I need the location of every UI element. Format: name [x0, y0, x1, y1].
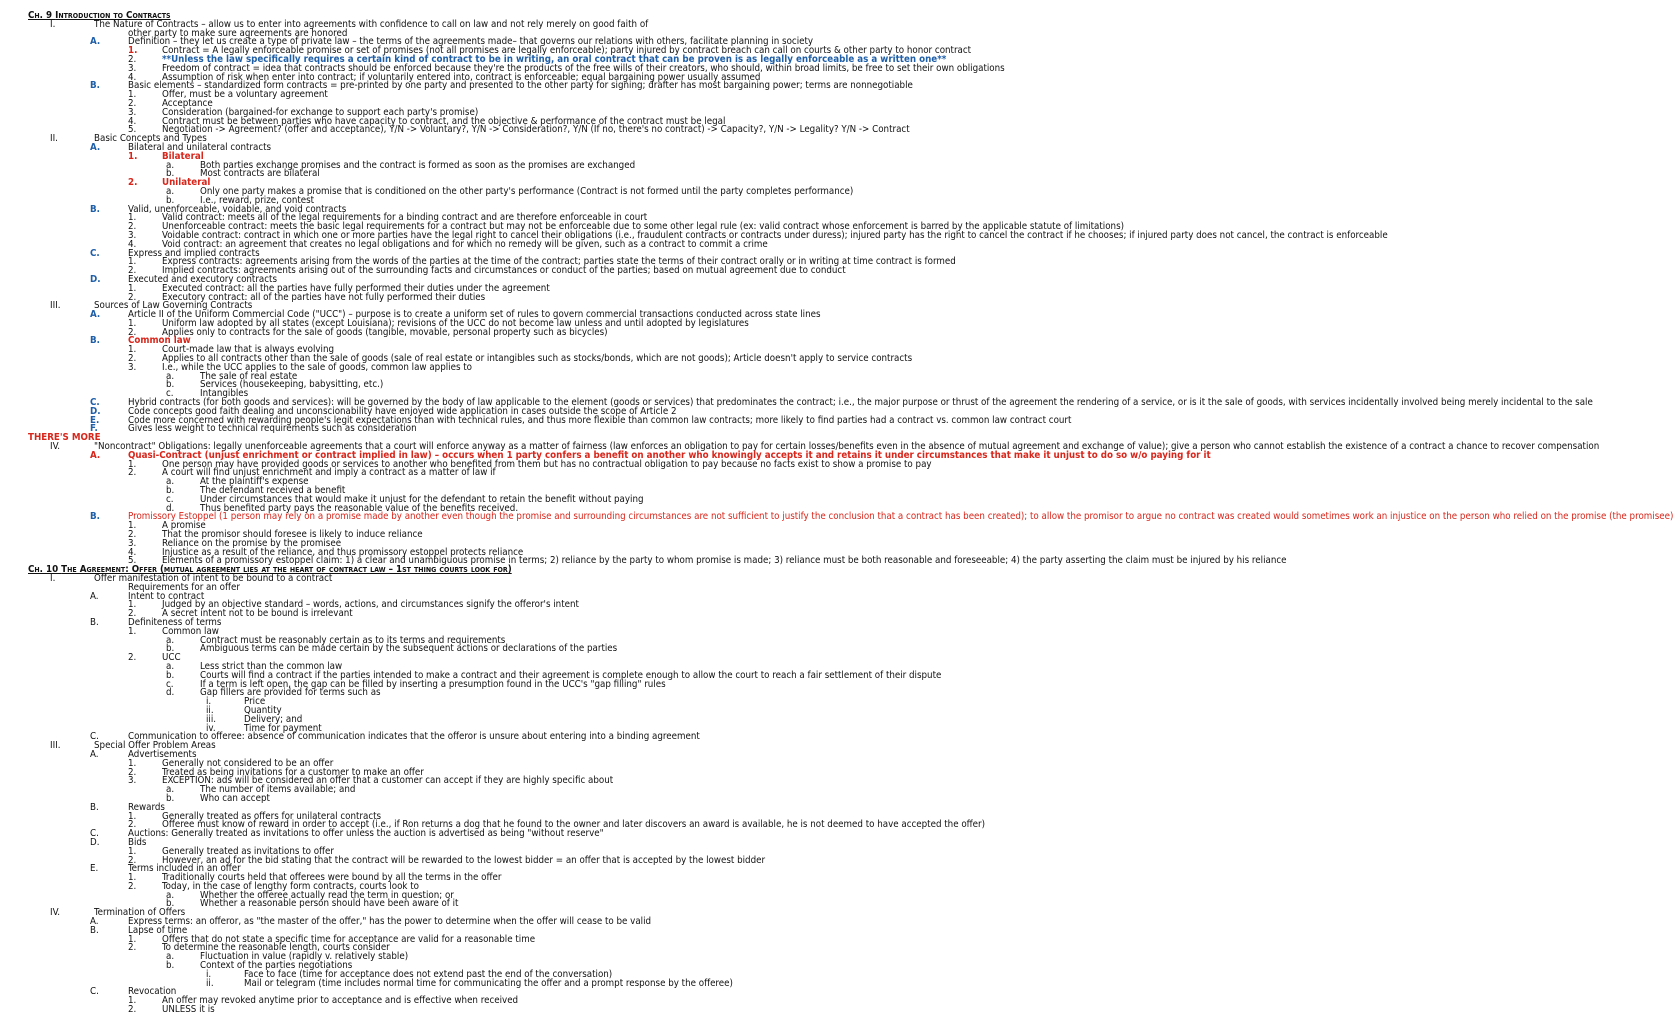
outline-text: Offer, must be a voluntary agreement — [162, 89, 328, 101]
outline-text: UNLESS it is — [162, 1004, 215, 1016]
outline-label: a. — [166, 159, 175, 171]
outline-text: Whether the offeree actually read the term in question; or — [200, 889, 454, 901]
outline-line — [28, 645, 750, 654]
outline-label: 2. — [128, 1004, 137, 1016]
outline-line — [28, 704, 750, 716]
outline-label: 5. — [128, 555, 137, 567]
outline-line — [28, 337, 750, 346]
outline-label: i. — [206, 968, 212, 980]
outline-text: Common law — [162, 625, 219, 637]
outline-text: Judged by an objective standard – words, actions, and circumstances signify the offeror's intent — [162, 599, 579, 611]
outline-label: 3. — [128, 361, 137, 373]
outline-line — [28, 801, 750, 813]
outline-label: 1. — [128, 317, 137, 329]
outline-line — [28, 836, 750, 848]
outline-text: A promise — [162, 520, 206, 532]
outline-label: 2. — [128, 291, 137, 303]
outline-text: Definition – they let us create a type of private law – the terms of the agreements made– that governs our relations with others, facilitate planning in society — [128, 36, 814, 48]
outline-text: Whether a reasonable person should have been aware of it — [200, 898, 459, 910]
outline-line — [28, 91, 750, 100]
outline-text: EXCEPTION: ads will be considered an offer that a customer can accept if they are highly specific about — [162, 775, 614, 787]
outline-text: At the plaintiff's expense — [200, 476, 309, 488]
outline-label: B. — [90, 203, 100, 215]
outline-text: Valid, unenforceable, voidable, and void contracts — [128, 203, 347, 215]
outline-label: I. — [50, 573, 56, 584]
outline-text: Bilateral and unilateral contracts — [128, 141, 272, 153]
outline-text: Code concepts good faith dealing and unconscionability have enjoyed wide application in cases outside the scope of Article 2 — [128, 405, 677, 417]
outline-label: 3. — [128, 62, 137, 74]
outline-text: That the promisor should foresee is likely to induce reliance — [162, 529, 423, 541]
outline-text: Mail or telegram (time includes normal time for communicating the offer and a prompt response by the offeree) — [244, 977, 733, 989]
outline-label: 2. — [128, 353, 137, 365]
outline-text: Gap fillers are provided for terms such as — [200, 687, 381, 699]
outline-text: Negotiation -> Agreement? (offer and acceptance), Y/N -> Voluntary?, Y/N -> Consideration?, Y/N (If no, there's no contract) -> Capacity?, Y/N -> Legality? Y/N -> Contract — [162, 124, 910, 136]
outline-label: 2. — [128, 265, 137, 277]
outline-line — [28, 713, 750, 725]
outline-text: Elements of a promissory estoppel claim: 1) a clear and unambiguous promise in terms; 2) reliance by the party to whom promise is made; 3) reliance must be both reasonable and foreseeable; 4) the party asserting the claim must be injured by his reliance — [162, 555, 1287, 567]
outline-label: a. — [166, 889, 175, 901]
outline-label: a. — [166, 634, 175, 646]
outline-text: Court-made law that is always evolving — [162, 344, 335, 356]
outline-label: 3. — [128, 229, 137, 241]
outline-text: The Nature of Contracts – allow us to enter into agreements with confidence to call on law and not rely merely on good faith of — [94, 18, 649, 30]
outline-label: b. — [166, 379, 175, 391]
outline-text: Time for payment — [244, 722, 322, 734]
outline-label: b. — [166, 168, 175, 180]
outline-label: B. — [90, 801, 99, 813]
outline-label: b. — [166, 792, 175, 804]
outline-label: a. — [166, 951, 175, 963]
outline-line — [28, 381, 750, 390]
outline-label: 4. — [128, 546, 137, 558]
outline-text: Applies to all contracts other than the sale of goods (sale of real estate or intangibles such as stocks/bonds, which are not goods); Article doesn't apply to service contracts — [162, 353, 913, 365]
outline-label: 1. — [128, 282, 137, 294]
outline-label: b. — [166, 194, 175, 206]
outline-text: UCC — [162, 652, 181, 664]
outline-line — [28, 953, 750, 962]
outline-text: Applies only to contracts for the sale of goods (tangible, movable, personal property such as bicycles) — [162, 326, 608, 338]
outline-text: Delivery; and — [244, 713, 303, 725]
outline-text: Implied contracts: agreements arising out of the surrounding facts and circumstances or conduct of the parties; based on mutual agreement due to conduct — [162, 265, 846, 277]
outline-label: 1. — [128, 256, 137, 268]
outline-text: Only one party makes a promise that is conditioned on the other party's performance (Contract is not formed until the party completes performance) — [200, 185, 854, 197]
outline-text: Injustice as a result of the reliance, and thus promissory estoppel protects reliance — [162, 546, 524, 558]
outline-text: Intent to contract — [128, 590, 205, 602]
outline-label: iv. — [206, 722, 216, 734]
outline-text: Who can accept — [200, 792, 270, 804]
outline-text: Freedom of contract = idea that contracts should be enforced because they're the products of the free wills of their creators, who should, within broad limits, be free to set their own obligations — [162, 62, 1005, 74]
outline-text: Termination of Offers — [94, 907, 186, 919]
outline-label: 4. — [128, 238, 137, 250]
outline-label: c. — [166, 678, 174, 690]
outline-label: 2. — [128, 221, 137, 233]
outline-text: Under circumstances that would make it unjust for the defendant to retain the benefit without paying — [200, 493, 644, 505]
outline-label: 2. — [128, 467, 137, 479]
outline-text: Terms included in an offer — [128, 863, 241, 875]
outline-line — [28, 654, 750, 663]
outline-text: Rewards — [128, 801, 165, 813]
outline-text: The number of items available; and — [200, 784, 356, 796]
outline-text: Thus benefited party pays the reasonable value of the benefits received. — [200, 502, 519, 514]
outline-label: 1. — [128, 212, 137, 224]
outline-text: Context of the parties negotiations — [200, 960, 353, 972]
outline-label: A. — [90, 590, 99, 602]
outline-line — [28, 159, 750, 171]
outline-text: Generally not considered to be an offer — [162, 757, 334, 769]
outline-label: IV. — [50, 441, 61, 453]
outline-text: The Agreement: Offer (mutual agreement lies at the heart of contract law – 1st thing courts look for) — [61, 564, 512, 576]
outline-label: A. — [90, 449, 101, 461]
outline-line — [28, 185, 854, 197]
outline-text: Definiteness of terms — [128, 616, 222, 628]
outline-text: A court will find unjust enrichment and imply a contract as a matter of law if — [162, 467, 496, 479]
outline-text: Unilateral — [162, 177, 211, 189]
outline-label: a. — [166, 370, 175, 382]
outline-label: 2. — [128, 529, 137, 541]
outline-text: Special Offer Problem Areas — [94, 740, 216, 752]
outline-label: D. — [90, 273, 101, 285]
outline-label: C. — [90, 986, 99, 998]
outline-label: 4. — [128, 71, 137, 83]
outline-document — [28, 10, 1673, 1016]
outline-label: b. — [166, 643, 175, 655]
outline-line — [28, 997, 750, 1006]
outline-label: 2. — [128, 854, 137, 866]
outline-label: 2. — [128, 942, 137, 954]
outline-text: Reliance on the promise by the promisee — [162, 537, 342, 549]
outline-text: Quasi-Contract (unjust enrichment or contract implied in law) – occurs when 1 party confers a benefit on another who knowingly accepts it and retains it under circumstances that make it unjust to do so w/o paying for it — [128, 449, 1211, 461]
outline-line — [28, 425, 750, 434]
outline-text: Contract must be between parties who have capacity to contract, and the objective & performance of the contract must be legal — [162, 115, 726, 127]
outline-text: Quantity — [244, 704, 282, 716]
outline-text: Offer manifestation of intent to be bound to a contract — [94, 573, 333, 584]
outline-label: 3. — [128, 775, 137, 787]
outline-label: 2. — [128, 766, 137, 778]
outline-label: 3. — [128, 537, 137, 549]
chapter-number: Ch. 10 — [28, 564, 62, 576]
outline-text: If a term is left open, the gap can be filled by inserting a presumption found in the UCC's "gap filling" rules — [200, 678, 666, 690]
outline-text: Uniform law adopted by all states (except Louisiana); revisions of the UCC do not become law unless and until adopted by legislatures — [162, 317, 749, 329]
outline-line — [28, 80, 913, 92]
outline-label: 1. — [128, 344, 137, 356]
outline-label: 1. — [128, 810, 137, 822]
outline-text: other party to make sure agreements are honored — [128, 27, 348, 39]
outline-label: A. — [90, 748, 99, 760]
outline-text: However, an ad for the bid stating that the contract will be rewarded to the lowest bidder = an offer that is accepted by the lowest bidder — [162, 854, 766, 866]
outline-text: Treated as being invitations for a customer to make an offer — [162, 766, 424, 778]
outline-label: iii. — [206, 713, 217, 725]
outline-label: 2. — [128, 652, 137, 664]
outline-text: The defendant received a benefit — [200, 485, 346, 497]
outline-line — [28, 361, 750, 373]
outline-text: Requirements for an offer — [128, 581, 240, 593]
outline-label: 1. — [128, 599, 137, 611]
outline-text: Executory contract: all of the parties have not fully performed their duties — [162, 291, 486, 303]
outline-label: B. — [90, 511, 100, 523]
outline-label: 1. — [128, 89, 137, 101]
outline-text: Contract = A legally enforceable promise or set of promises (not all promises are legally enforceable); party injured by contract breach can call on courts & other party to honor contract — [162, 45, 972, 57]
outline-text: Lapse of time — [128, 924, 188, 936]
outline-label: c. — [166, 388, 174, 400]
outline-text: Executed contract: all the parties have fully performed their duties under the agreement — [162, 282, 550, 294]
outline-label: III. — [50, 740, 61, 752]
outline-text: Fluctuation in value (rapidly v. relatively stable) — [200, 951, 409, 963]
outline-text: Revocation — [128, 986, 177, 998]
outline-label: 2. — [128, 97, 137, 109]
outline-text: Consideration (bargained-for exchange to support each party's promise) — [162, 106, 479, 118]
outline-text: **Unless the law specifically requires a certain kind of contract to be in writing, an oral contract that can be proven is as legally enforceable as a written one** — [162, 53, 947, 65]
outline-label: 1. — [128, 150, 138, 162]
outline-label: 5. — [128, 124, 137, 136]
outline-text: Express and implied contracts — [128, 247, 260, 259]
outline-text: Generally treated as invitations to offer — [162, 845, 334, 857]
outline-line — [28, 777, 750, 786]
outline-text: Article II of the Uniform Commercial Code ("UCC") – purpose is to create a uniform set of rules to govern commercial transactions conducted across state lines — [128, 309, 821, 321]
outline-text: Unenforceable contract: meets the basic legal requirements for a contract but may not be enforceable due to some other legal rule (ex: valid contract whose enforcement is barred by the applicable statute of limitations) — [162, 221, 1125, 233]
outline-text: Generally treated as offers for unilateral contracts — [162, 810, 382, 822]
outline-text: Traditionally courts held that offerees were bound by all the terms in the offer — [162, 872, 502, 884]
outline-label: D. — [90, 836, 100, 848]
outline-text: Price — [244, 696, 266, 708]
outline-line — [28, 678, 750, 690]
outline-text: Offeree must know of reward in order to accept (i.e., if Ron returns a dog that he found to the owner and later discovers an award is available, he is not deemed to have accepted the offer) — [162, 819, 986, 831]
outline-label: E. — [90, 414, 100, 426]
outline-text: To determine the reasonable length, courts consider — [162, 942, 390, 954]
outline-text: Auctions: Generally treated as invitations to offer unless the auction is advertised as being "without reserve" — [128, 828, 604, 840]
outline-text: One person may have provided goods or services to another who benefited from them but has no contractual obligation to pay because no facts exist to show a promise to pay — [162, 458, 932, 470]
outline-text: Void contract: an agreement that creates no legal obligations and for which no remedy will be given, such as a contract to commit a crime — [162, 238, 768, 250]
outline-label: E. — [90, 863, 99, 875]
outline-text: I.e., reward, prize, contest — [200, 194, 315, 206]
outline-line — [28, 469, 750, 478]
outline-text: Gives less weight to technical requirements such as consideration — [128, 423, 417, 435]
outline-label: 4. — [128, 115, 137, 127]
outline-label: B. — [90, 616, 99, 628]
outline-label: C. — [90, 397, 100, 409]
outline-text: Face to face (time for acceptance does not extend past the end of the conversation) — [244, 968, 613, 980]
outline-label: A. — [90, 309, 101, 321]
outline-label: 1. — [128, 845, 137, 857]
outline-text: Intangibles — [200, 388, 249, 400]
outline-text: Basic elements – standardized form contracts = pre-printed by one party and presented to the other party for signing; drafter has most bargaining power; terms are nonnegotiable — [128, 80, 913, 92]
outline-label: i. — [206, 696, 212, 708]
outline-label: 2. — [128, 53, 137, 65]
outline-label: 1. — [128, 520, 137, 532]
outline-text: Less strict than the common law — [200, 660, 343, 672]
outline-text: Introduction to Contracts — [55, 10, 171, 21]
outline-label: 2. — [128, 819, 137, 831]
outline-label: C. — [90, 828, 99, 840]
outline-label: a. — [166, 660, 175, 672]
outline-line — [28, 689, 750, 698]
outline-text: Common law — [128, 335, 191, 347]
outline-label: D. — [90, 405, 101, 417]
outline-label: c. — [166, 493, 174, 505]
outline-text: I.e., while the UCC applies to the sale of goods, common law applies to — [162, 361, 472, 373]
outline-label: F. — [90, 423, 98, 435]
outline-text: Valid contract: meets all of the legal requirements for a binding contract and are therefore enforceable in court — [162, 212, 648, 224]
outline-text: A secret intent not to be bound is irrelevant — [162, 608, 353, 620]
outline-line — [28, 370, 750, 382]
outline-text: Voidable contract: contract in which one or more parties have the legal right to cancel their obligations (i.e., fraudulent contracts or contracts under duress); injured party has the right to cancel the contract if he chooses; if injured party does not cancel, the contract is enforceable — [162, 229, 1388, 241]
outline-text: Communication to offeree: absence of communication indicates that the offeror is unsure about entering into a binding agreement — [128, 731, 700, 743]
outline-line — [28, 531, 750, 540]
outline-line — [28, 698, 750, 707]
outline-label: 1. — [128, 872, 137, 884]
outline-text: Most contracts are bilateral — [200, 168, 320, 180]
outline-label: b. — [166, 898, 175, 910]
outline-label: III. — [50, 300, 61, 312]
outline-text: Assumption of risk when enter into contract; if voluntarily entered into, contract is enforceable; equal bargaining power usually assumed — [162, 71, 761, 83]
outline-line — [28, 511, 1673, 523]
outline-line — [28, 1006, 750, 1015]
outline-label: ii. — [206, 704, 214, 716]
outline-label: a. — [166, 185, 175, 197]
outline-label: I. — [50, 18, 56, 30]
outline-label: A. — [90, 36, 101, 48]
outline-text: THERE'S MORE — [28, 432, 101, 444]
outline-text: Contract must be reasonably certain as to its terms and requirements — [200, 634, 506, 646]
outline-text: Express terms: an offeror, as "the master of the offer," has the power to determine when the offer will cease to be valid — [128, 916, 652, 928]
outline-text: Ambiguous terms can be made certain by the subsequent actions or declarations of the parties — [200, 643, 618, 655]
outline-label: b. — [166, 669, 175, 681]
outline-label: II. — [50, 133, 58, 145]
outline-text: Basic Concepts and Types — [94, 133, 207, 145]
outline-label: 1. — [128, 933, 137, 945]
outline-label: A. — [90, 916, 99, 928]
outline-label: 1. — [128, 45, 138, 57]
outline-label: ii. — [206, 977, 214, 989]
outline-text: Code more concerned with rewarding people's legit expectations than with technical rules, and thus more flexible than common law contracts; more likely to find parties had a contract vs. common law contract court — [128, 414, 1072, 426]
outline-text: Today, in the case of lengthy form contracts, courts look to — [162, 880, 419, 892]
outline-text: Courts will find a contract if the parties intended to make a contract and their agreement is complete enough to allow the court to reach a fair settlement of their dispute — [200, 669, 942, 681]
outline-label: 2. — [128, 608, 137, 620]
outline-label: b. — [166, 485, 175, 497]
outline-text: An offer may revoked anytime prior to acceptance and is effective when received — [162, 995, 519, 1007]
outline-label: 3. — [128, 106, 137, 118]
outline-line — [28, 616, 750, 628]
outline-text: The sale of real estate — [200, 370, 298, 382]
outline-text: Promissory Estoppel (1 person may rely on a promise made by another even though the promise and surrounding circumstances are not sufficient to justify the conclusion that a contract has been created); to allow the promisor to argue no contract was created would sometimes work an injustice on the person who relied on the promise (the promisee) — [128, 511, 1673, 523]
outline-label: 2. — [128, 177, 138, 189]
outline-label: B. — [90, 924, 99, 936]
outline-label: IV. — [50, 907, 61, 919]
outline-text: Hybrid contracts (for both goods and services): will be governed by the body of law applicable to the element (goods or services) that predominates the contract; i.e., the major purpose or thrust of the agreement the rendering of a service, or is it the sale of goods, with services incidentally involved being merely incidental to the sale — [128, 397, 1593, 409]
chapter-number: Ch. 9 — [28, 10, 56, 21]
outline-label: C. — [90, 731, 99, 743]
outline-text: Sources of Law Governing Contracts — [94, 300, 253, 312]
outline-label: 1. — [128, 625, 137, 637]
outline-label: 1. — [128, 757, 137, 769]
outline-line — [28, 786, 750, 795]
outline-line — [28, 748, 750, 760]
outline-label: C. — [90, 247, 100, 259]
outline-text: Both parties exchange promises and the contract is formed as soon as the promises are exchanged — [200, 159, 636, 171]
outline-text: Advertisements — [128, 748, 197, 760]
outline-label: B. — [90, 335, 100, 347]
outline-text: Acceptance — [162, 97, 213, 109]
outline-text: Bids — [128, 836, 147, 848]
outline-label: 1. — [128, 458, 137, 470]
outline-label: 2. — [128, 880, 137, 892]
outline-label: d. — [166, 687, 175, 699]
outline-text: Services (housekeeping, babysitting, etc.) — [200, 379, 384, 391]
outline-label: 1. — [128, 995, 137, 1007]
outline-text: Express contracts: agreements arising from the words of the parties at the time of the contract; parties state the terms of their contract orally or in writing at time contract is formed — [162, 256, 956, 268]
outline-label: b. — [166, 960, 175, 972]
outline-label: A. — [90, 141, 101, 153]
outline-label: a. — [166, 476, 175, 488]
outline-line — [28, 478, 750, 487]
outline-text: Offers that do not state a specific time for acceptance are valid for a reasonable time — [162, 933, 536, 945]
outline-label: 2. — [128, 326, 137, 338]
outline-label: d. — [166, 502, 175, 514]
outline-text: Executed and executory contracts — [128, 273, 278, 285]
outline-text: "Noncontract" Obligations: legally unenforceable agreements that a court will enforce anyway as a matter of fairness (law enforces an obligation to pay for certain losses/benefits even in the absence of mutual agreement and exchange of value); give a person who cannot establish the existence of a contract a chance to recover compensation — [94, 441, 1600, 453]
outline-text: Bilateral — [162, 150, 204, 162]
outline-line — [28, 601, 750, 610]
outline-label: a. — [166, 784, 175, 796]
outline-label: B. — [90, 80, 100, 92]
